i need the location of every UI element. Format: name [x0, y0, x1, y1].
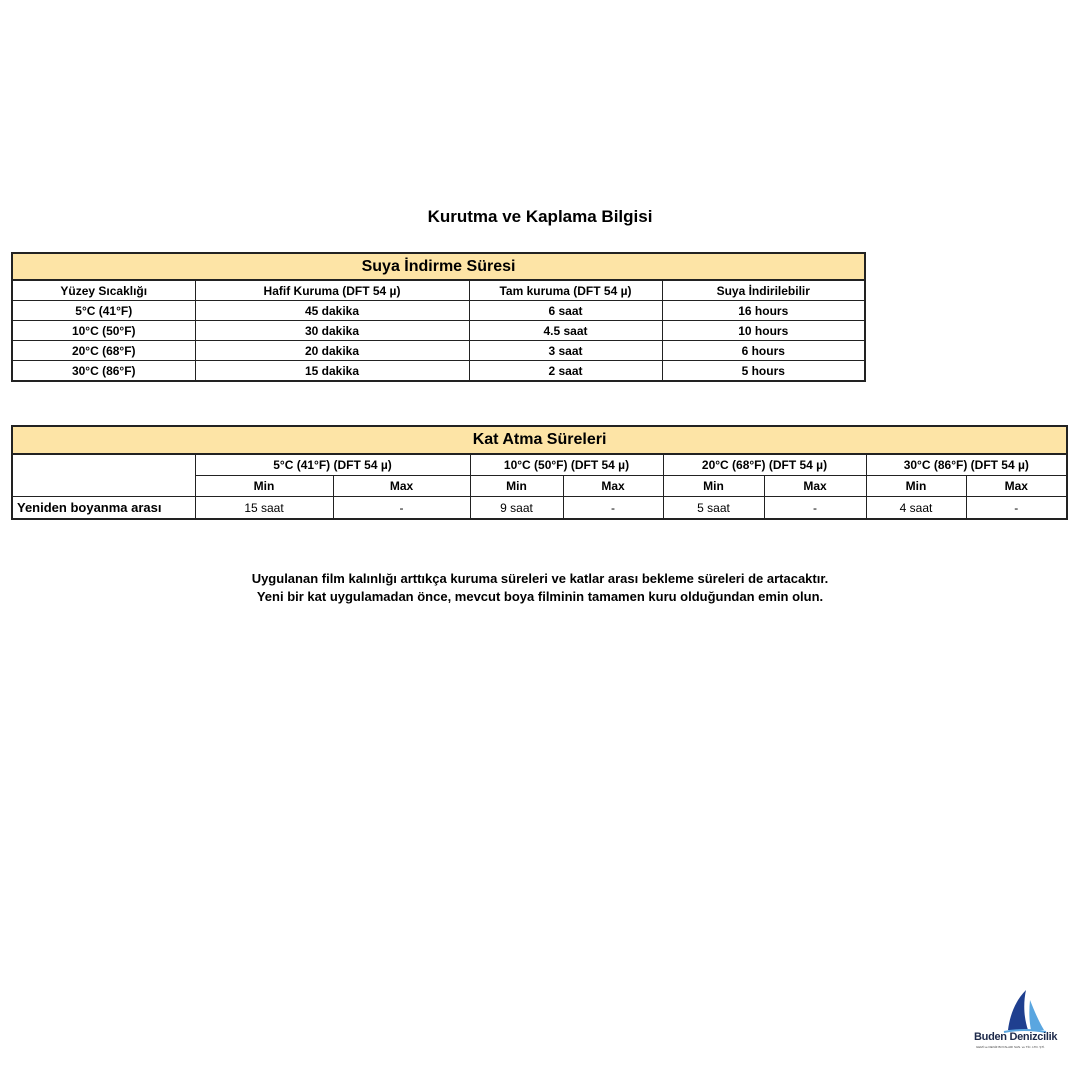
page-title: Kurutma ve Kaplama Bilgisi	[427, 207, 653, 226]
table-row	[12, 361, 865, 382]
logo-subtitle: GEMİ ve DENİZ BOYALARI SAN. ve TİC. LTD. ŞTİ.	[976, 1045, 1045, 1049]
table-cell: -	[563, 497, 663, 520]
table-cell: 15 dakika	[195, 361, 469, 382]
table1-column-headers	[12, 280, 865, 301]
min-header: Min	[866, 476, 966, 497]
column-header: Yüzey Sıcaklığı	[12, 280, 195, 301]
max-header: Max	[966, 476, 1067, 497]
table-cell: -	[764, 497, 866, 520]
max-header: Max	[764, 476, 866, 497]
table-cell: 30 dakika	[195, 321, 469, 341]
table-cell: -	[333, 497, 470, 520]
column-header: Hafif Kuruma (DFT 54 µ)	[195, 280, 469, 301]
table-cell: 20°C (68°F)	[12, 341, 195, 361]
table-row	[12, 301, 865, 321]
table-cell: 2 saat	[469, 361, 662, 382]
table-cell: 4 saat	[866, 497, 966, 520]
note-text	[0, 570, 1080, 606]
table-cell: 30°C (86°F)	[12, 361, 195, 382]
table-cell: -	[966, 497, 1067, 520]
table-cell: 15 saat	[195, 497, 333, 520]
table-cell: 45 dakika	[195, 301, 469, 321]
row-label: Yeniden boyanma arası	[12, 497, 195, 520]
note-line: Yeni bir kat uygulamadan önce, mevcut boya filminin tamamen kuru olduğundan emin olun.	[256, 589, 824, 604]
company-logo	[974, 990, 1074, 1060]
table-row	[12, 321, 865, 341]
note-line: Uygulanan film kalınlığı arttıkça kuruma süreleri ve katlar arası bekleme süreleri de artacaktır.	[251, 571, 829, 586]
column-header: Suya İndirilebilir	[662, 280, 865, 301]
table-cell: 20 dakika	[195, 341, 469, 361]
column-header: Tam kuruma (DFT 54 µ)	[469, 280, 662, 301]
max-header: Max	[563, 476, 663, 497]
table-cell: 5°C (41°F)	[12, 301, 195, 321]
temperature-header: 10°C (50°F) (DFT 54 µ)	[470, 454, 663, 476]
min-header: Min	[470, 476, 563, 497]
table-cell: 10°C (50°F)	[12, 321, 195, 341]
table2-header: Kat Atma Süreleri	[12, 426, 1067, 454]
logo-brand: Buden Denizcilik	[974, 1031, 1058, 1043]
table1-header: Suya İndirme Süresi	[12, 253, 865, 280]
temperature-header: 5°C (41°F) (DFT 54 µ)	[195, 454, 470, 476]
table-row	[12, 497, 1067, 520]
kat-atma-table	[11, 425, 1068, 520]
min-header: Min	[195, 476, 333, 497]
table-row	[12, 341, 865, 361]
table-cell: 16 hours	[662, 301, 865, 321]
suya-indirme-table	[11, 252, 866, 382]
sailboat-icon	[998, 990, 1048, 1034]
max-header: Max	[333, 476, 470, 497]
table-cell: 5 saat	[663, 497, 764, 520]
temperature-header: 20°C (68°F) (DFT 54 µ)	[663, 454, 866, 476]
table-cell: 10 hours	[662, 321, 865, 341]
table-cell: 5 hours	[662, 361, 865, 382]
table-cell: 9 saat	[470, 497, 563, 520]
temperature-header: 30°C (86°F) (DFT 54 µ)	[866, 454, 1067, 476]
table-cell: 6 saat	[469, 301, 662, 321]
min-header: Min	[663, 476, 764, 497]
table-cell: 3 saat	[469, 341, 662, 361]
table-cell: 4.5 saat	[469, 321, 662, 341]
empty-corner-cell	[12, 454, 195, 497]
table-cell: 6 hours	[662, 341, 865, 361]
